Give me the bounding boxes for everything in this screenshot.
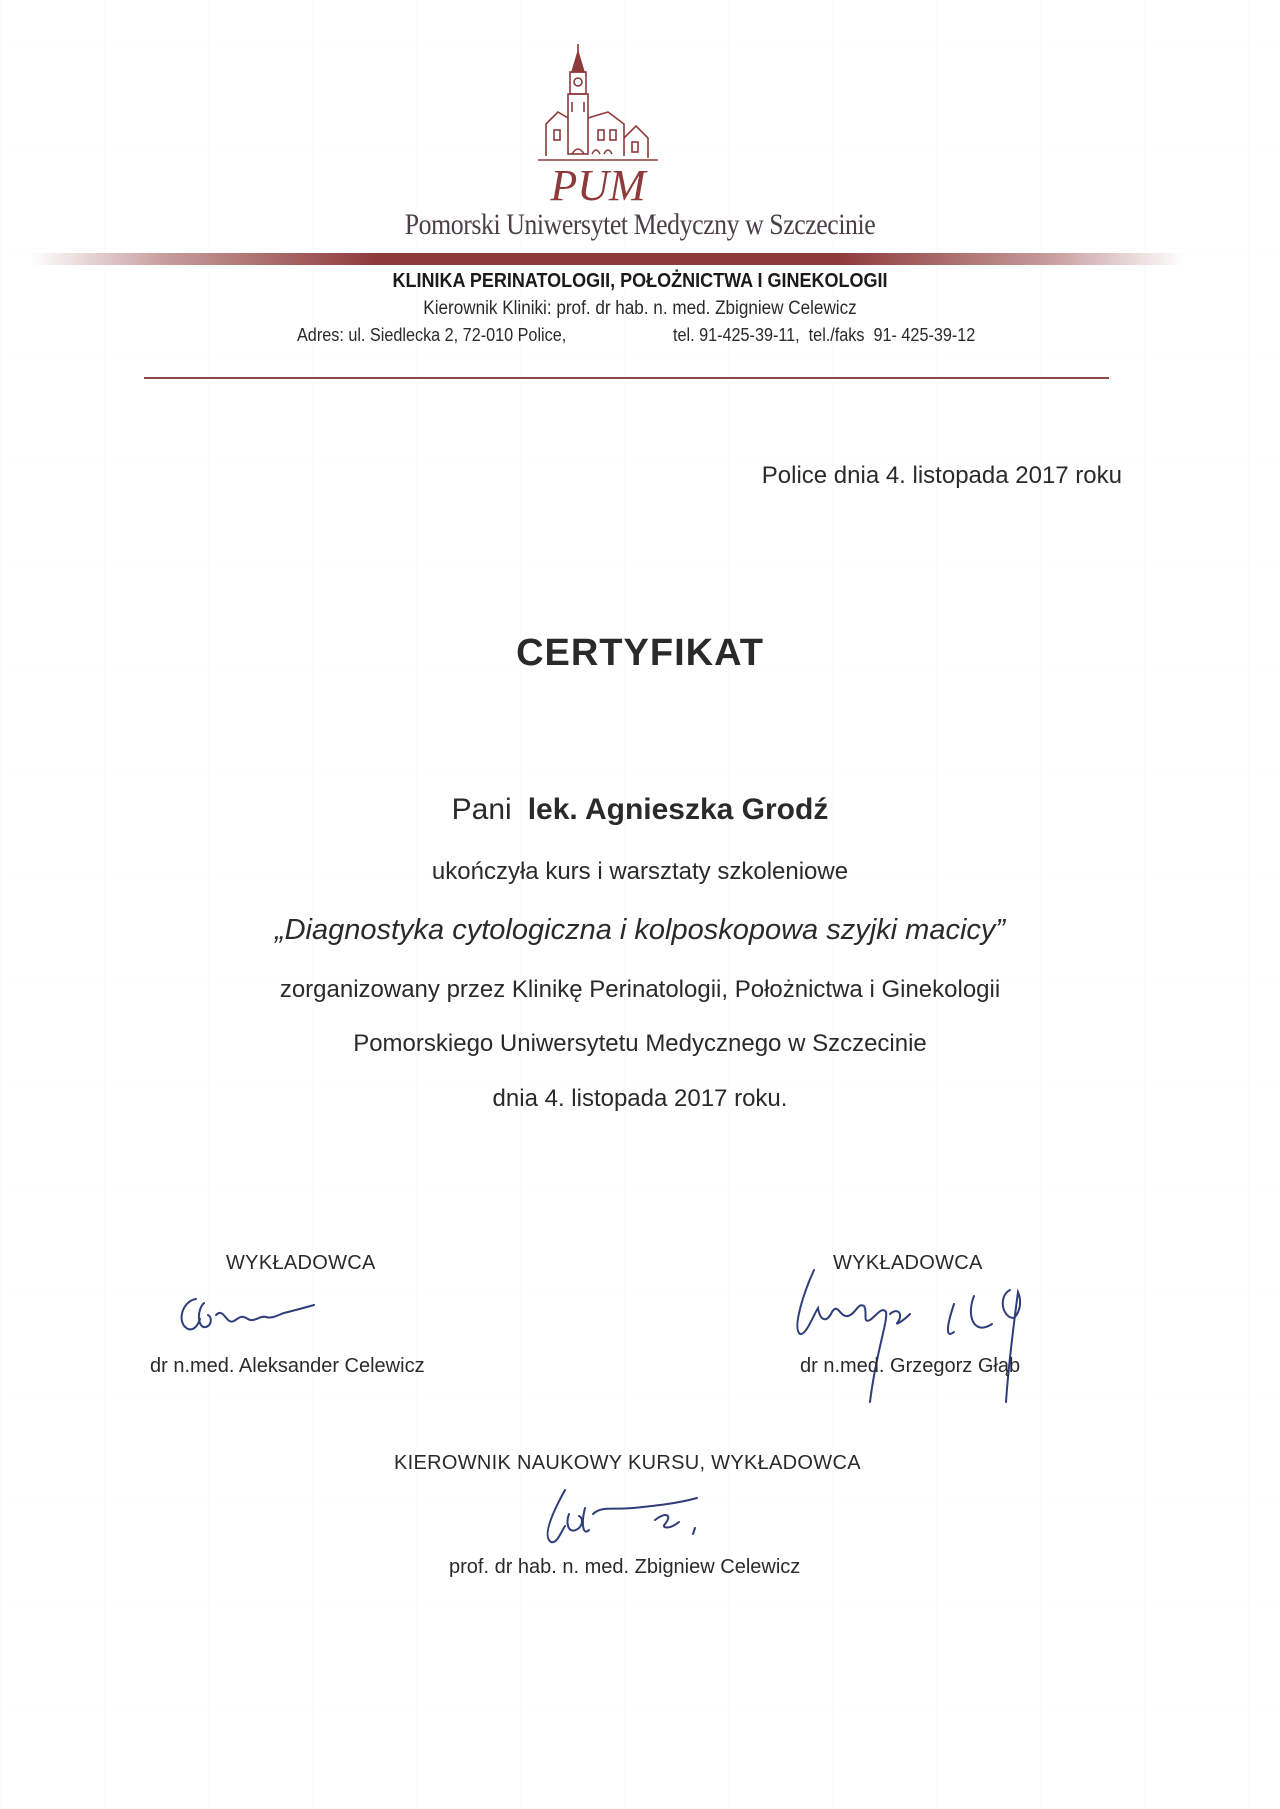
salutation: Pani: [451, 793, 512, 826]
signature-mark-icon: [168, 1285, 368, 1345]
university-name: Pomorski Uniwersytet Medyczny w Szczecinie: [404, 208, 876, 241]
certificate-title: CERTYFIKAT: [516, 632, 764, 674]
clinic-head: Kierownik Kliniki: prof. dr hab. n. med. Zbigniew Celewicz: [423, 298, 857, 319]
right-signature: [778, 1262, 1068, 1417]
left-signature-name: dr n.med. Aleksander Celewicz: [150, 1355, 425, 1377]
header-bar: [30, 253, 1185, 265]
logo-text: PUM: [550, 161, 646, 208]
right-signature-name: dr n.med. Grzegorz Głąb: [800, 1355, 1021, 1377]
course-title: „Diagnostyka cytologiczna i kolposkopowa szyjki macicy”: [274, 914, 1006, 946]
left-signature: [168, 1285, 368, 1350]
recipient-line: [0, 793, 1280, 827]
place-date: Police dnia 4. listopada 2017 roku: [761, 462, 1122, 489]
left-signature-role: WYKŁADOWCA: [226, 1252, 376, 1274]
header-divider: [144, 377, 1109, 379]
signature-mark-icon: [778, 1262, 1068, 1412]
clinic-address: Adres: ul. Siedlecka 2, 72-010 Police,: [297, 325, 567, 345]
bottom-signature-role: KIEROWNIK NAUKOWY KURSU, WYKŁADOWCA: [394, 1452, 861, 1474]
bottom-signature: [535, 1484, 755, 1559]
bottom-signature-name: prof. dr hab. n. med. Zbigniew Celewicz: [449, 1556, 801, 1578]
completed-text: ukończyła kurs i warsztaty szkoleniowe: [431, 858, 849, 885]
university-logo: [528, 38, 668, 208]
clinic-name: KLINIKA PERINATOLOGII, POŁOŻNICTWA I GINEKOLOGII: [392, 270, 888, 292]
university-line: Pomorskiego Uniwersytetu Medycznego w Szczecinie: [353, 1030, 927, 1057]
recipient-name: lek. Agnieszka Grodź: [527, 793, 829, 826]
course-date: dnia 4. listopada 2017 roku.: [492, 1085, 788, 1112]
right-signature-role: WYKŁADOWCA: [833, 1252, 983, 1274]
clinic-phones: tel. 91-425-39-11, tel./faks 91- 425-39-12: [673, 325, 976, 345]
university-tower-logo-icon: [528, 38, 668, 208]
organized-by: zorganizowany przez Klinikę Perinatologii, Położnictwa i Ginekologii: [279, 976, 1001, 1003]
signature-mark-icon: [535, 1484, 755, 1554]
